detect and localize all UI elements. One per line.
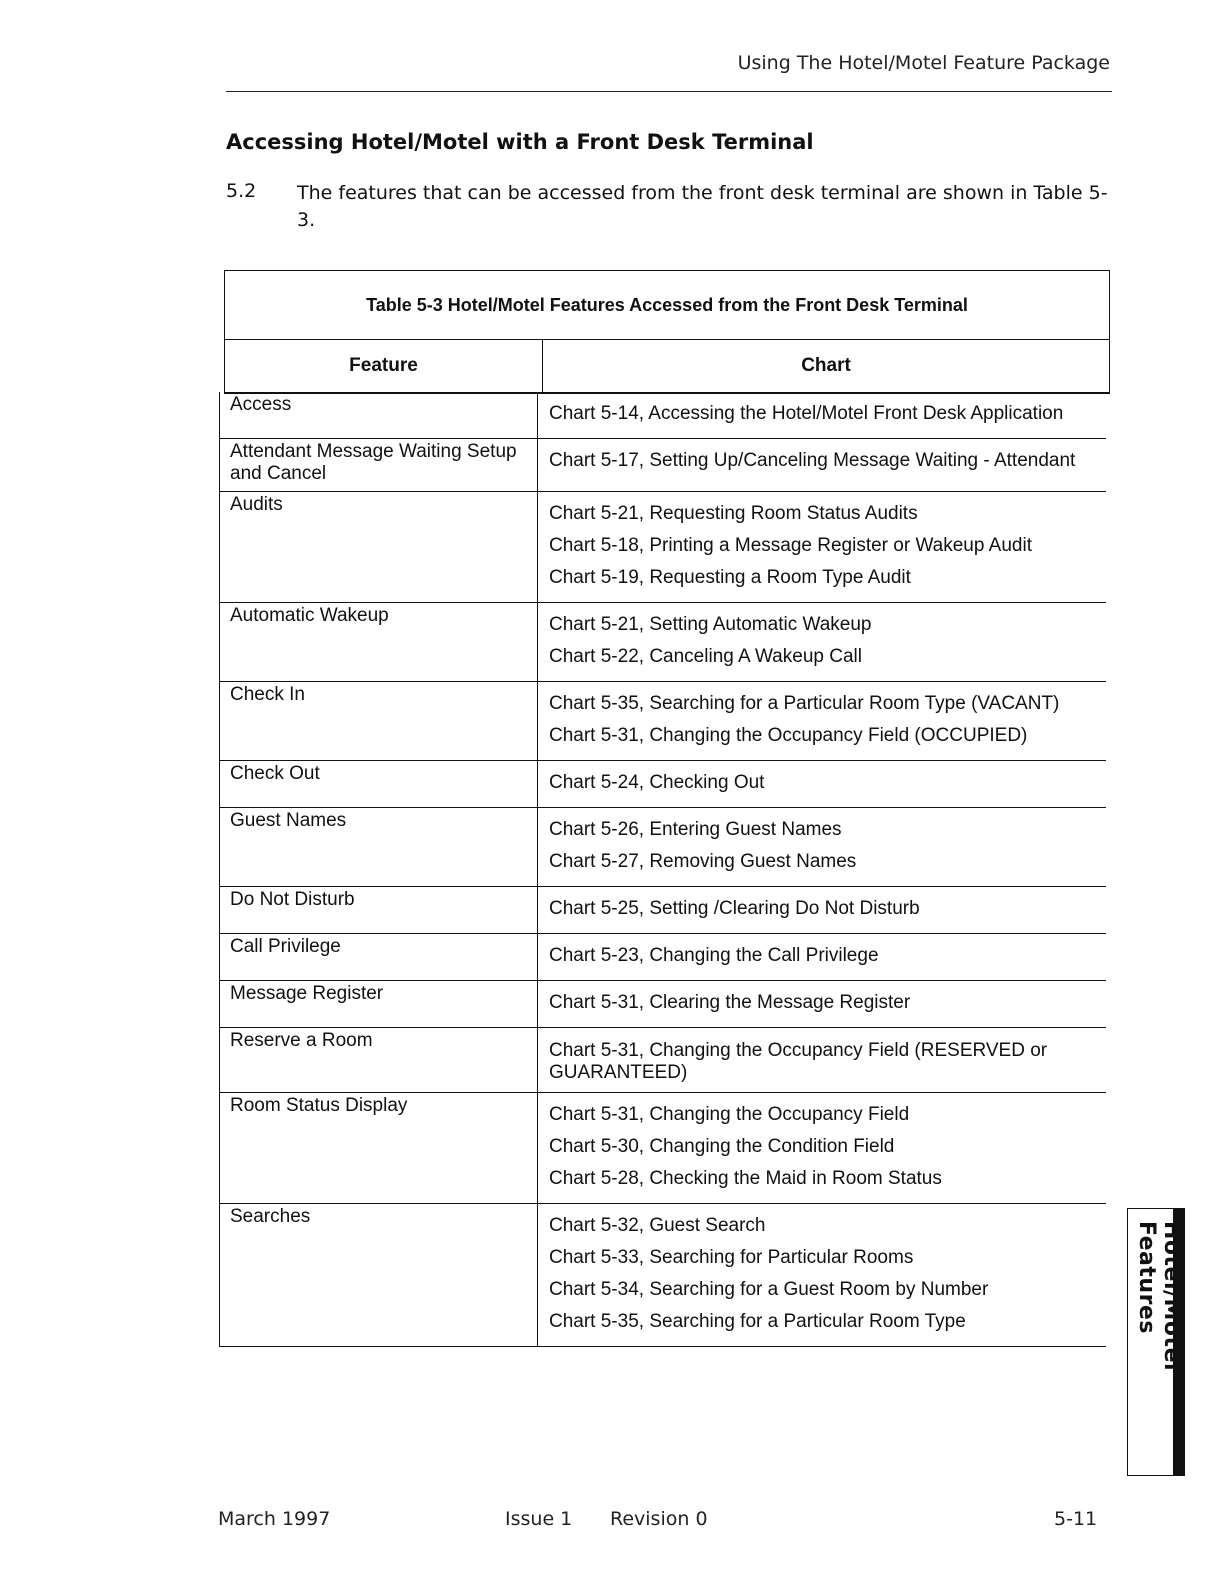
feature-cell: Access bbox=[219, 392, 538, 438]
column-header-chart: Chart bbox=[801, 355, 851, 376]
chart-cell bbox=[538, 761, 1106, 807]
chart-cell bbox=[538, 887, 1106, 933]
table-row bbox=[219, 808, 1106, 887]
chart-cell bbox=[538, 808, 1106, 886]
side-tab-label: Hotel/Motel Features bbox=[1134, 1221, 1184, 1372]
feature-cell: Do Not Disturb bbox=[219, 887, 538, 933]
features-table-body bbox=[219, 392, 1106, 1347]
feature-cell: Call Privilege bbox=[219, 934, 538, 980]
footer-date: March 1997 bbox=[218, 1508, 331, 1530]
feature-cell: Message Register bbox=[219, 981, 538, 1027]
table-row bbox=[219, 761, 1106, 808]
chart-reference: Chart 5-17, Setting Up/Canceling Message Waiting - Attendant bbox=[549, 450, 1076, 471]
side-thumb-tab bbox=[1127, 1208, 1185, 1476]
chart-cell bbox=[538, 603, 1106, 681]
chart-cell bbox=[538, 1093, 1106, 1203]
chart-reference: Chart 5-31, Changing the Occupancy Field bbox=[549, 1104, 910, 1125]
chart-cell bbox=[538, 1204, 1106, 1346]
chart-reference: Chart 5-25, Setting /Clearing Do Not Disturb bbox=[549, 898, 920, 919]
features-table-header bbox=[224, 270, 1110, 394]
chart-cell bbox=[538, 492, 1106, 602]
table-column-headers bbox=[225, 340, 1109, 393]
chart-reference: Chart 5-31, Clearing the Message Register bbox=[549, 992, 911, 1013]
table-caption: Table 5-3 Hotel/Motel Features Accessed from the Front Desk Terminal bbox=[225, 271, 1109, 340]
paragraph-text: The features that can be accessed from the front desk terminal are shown in Table 5-3. bbox=[297, 182, 1108, 231]
feature-cell: Guest Names bbox=[219, 808, 538, 886]
header-rule bbox=[226, 91, 1112, 92]
chart-reference: Chart 5-33, Searching for Particular Rooms bbox=[549, 1247, 914, 1268]
running-head: Using The Hotel/Motel Feature Package bbox=[737, 52, 1110, 74]
chart-reference: Chart 5-26, Entering Guest Names bbox=[549, 819, 842, 840]
chart-reference: Chart 5-24, Checking Out bbox=[549, 772, 765, 793]
chart-reference: Chart 5-28, Checking the Maid in Room Status bbox=[549, 1168, 942, 1189]
footer-page-number: 5-11 bbox=[1054, 1508, 1098, 1530]
chart-reference: Chart 5-31, Changing the Occupancy Field (RESERVED or GUARANTEED) bbox=[549, 1040, 1048, 1083]
feature-cell: Automatic Wakeup bbox=[219, 603, 538, 681]
column-header-feature: Feature bbox=[225, 340, 543, 392]
chart-reference: Chart 5-34, Searching for a Guest Room by Number bbox=[549, 1279, 989, 1300]
table-row bbox=[219, 1093, 1106, 1204]
chart-reference: Chart 5-18, Printing a Message Register or Wakeup Audit bbox=[549, 535, 1032, 556]
table-row bbox=[219, 1204, 1106, 1347]
footer-issue: Issue 1 bbox=[505, 1508, 573, 1530]
chart-cell bbox=[538, 981, 1106, 1027]
chart-reference: Chart 5-35, Searching for a Particular Room Type bbox=[549, 1311, 966, 1332]
feature-cell: Searches bbox=[219, 1204, 538, 1346]
table-row bbox=[219, 887, 1106, 934]
section-title: Accessing Hotel/Motel with a Front Desk Terminal bbox=[226, 130, 814, 154]
table-row bbox=[219, 439, 1106, 492]
chart-reference: Chart 5-23, Changing the Call Privilege bbox=[549, 945, 879, 966]
paragraph-number: 5.2 bbox=[226, 180, 257, 202]
chart-cell bbox=[538, 439, 1106, 491]
table-row bbox=[219, 603, 1106, 682]
table-row bbox=[219, 1028, 1106, 1093]
table-row bbox=[219, 392, 1106, 439]
chart-cell bbox=[538, 934, 1106, 980]
feature-cell: Room Status Display bbox=[219, 1093, 538, 1203]
table-row bbox=[219, 492, 1106, 603]
feature-cell: Check In bbox=[219, 682, 538, 760]
chart-cell bbox=[538, 682, 1106, 760]
chart-reference: Chart 5-22, Canceling A Wakeup Call bbox=[549, 646, 862, 667]
chart-reference: Chart 5-35, Searching for a Particular Room Type (VACANT) bbox=[549, 693, 1060, 714]
chart-reference: Chart 5-21, Setting Automatic Wakeup bbox=[549, 614, 872, 635]
chart-reference: Chart 5-32, Guest Search bbox=[549, 1215, 766, 1236]
chart-reference: Chart 5-30, Changing the Condition Field bbox=[549, 1136, 895, 1157]
table-row bbox=[219, 682, 1106, 761]
chart-reference: Chart 5-21, Requesting Room Status Audits bbox=[549, 503, 918, 524]
chart-cell bbox=[538, 1028, 1106, 1092]
feature-cell: Audits bbox=[219, 492, 538, 602]
chart-reference: Chart 5-27, Removing Guest Names bbox=[549, 851, 857, 872]
feature-cell: Reserve a Room bbox=[219, 1028, 538, 1092]
chart-reference: Chart 5-14, Accessing the Hotel/Motel Front Desk Application bbox=[549, 403, 1064, 424]
table-row bbox=[219, 934, 1106, 981]
feature-cell: Attendant Message Waiting Setup and Cancel bbox=[219, 439, 538, 491]
feature-cell: Check Out bbox=[219, 761, 538, 807]
footer-revision: Revision 0 bbox=[610, 1508, 708, 1530]
chart-cell bbox=[538, 392, 1106, 438]
table-row bbox=[219, 981, 1106, 1028]
chart-reference: Chart 5-31, Changing the Occupancy Field (OCCUPIED) bbox=[549, 725, 1028, 746]
chart-reference: Chart 5-19, Requesting a Room Type Audit bbox=[549, 567, 911, 588]
